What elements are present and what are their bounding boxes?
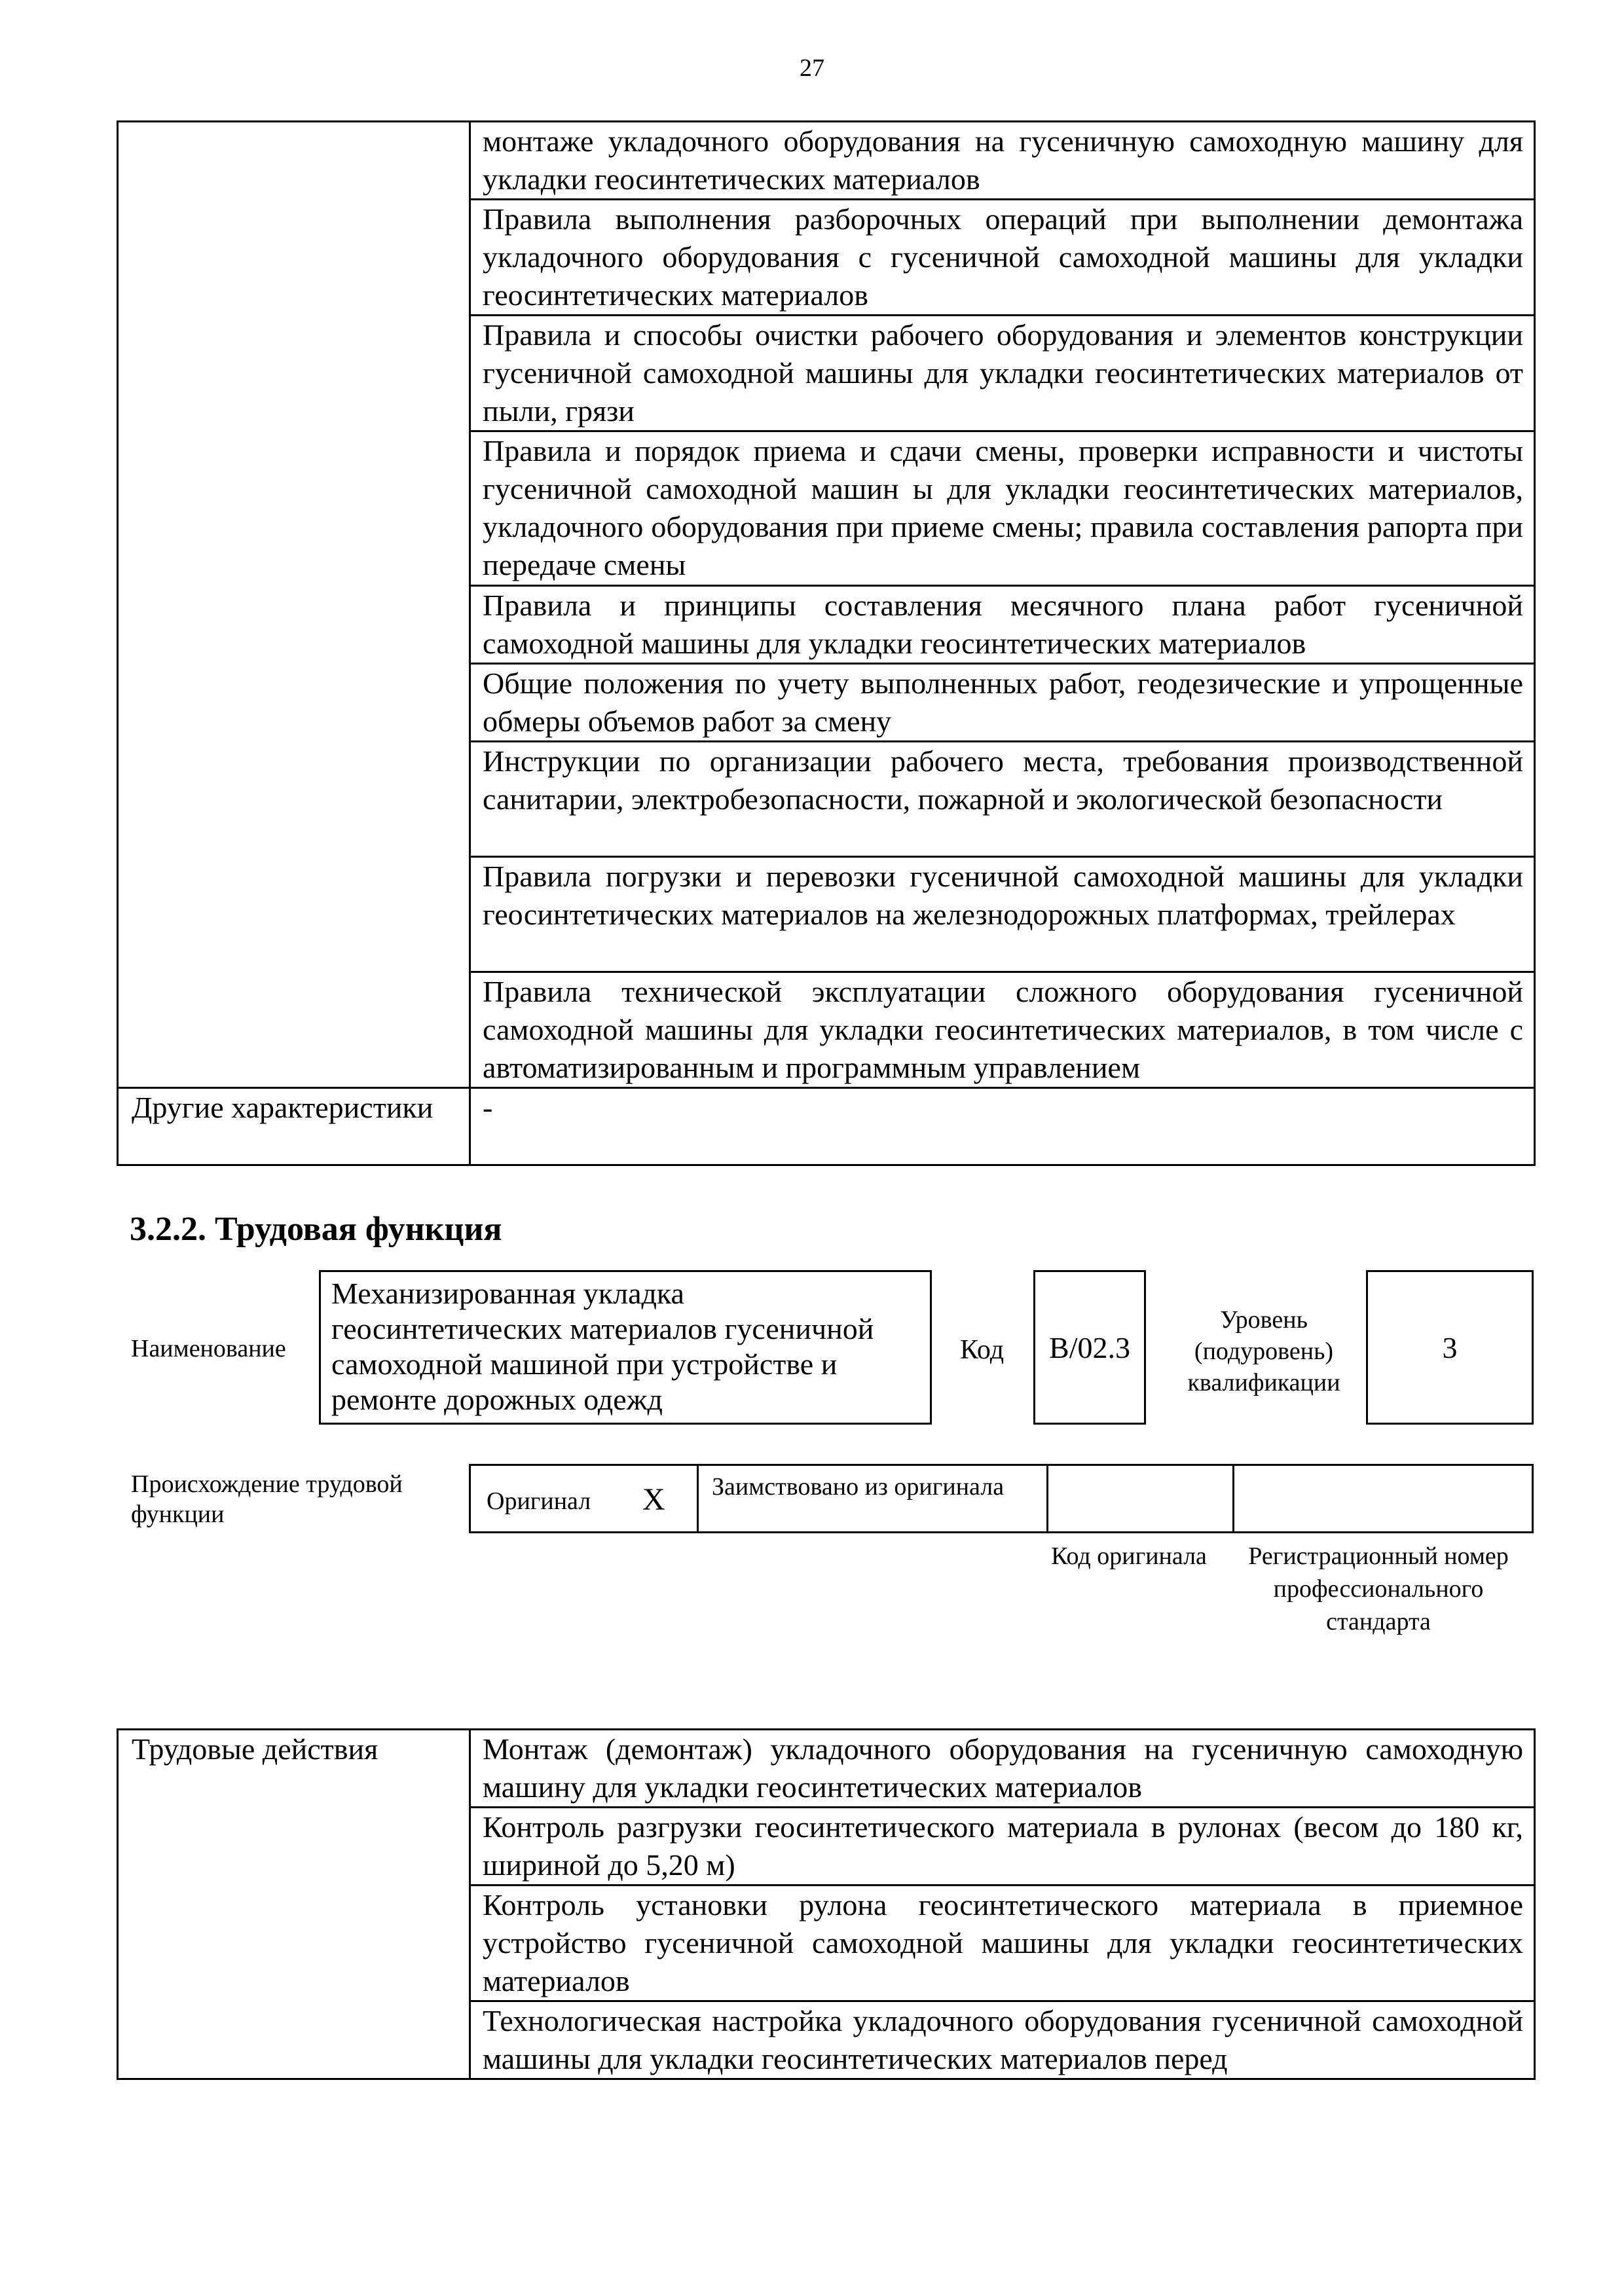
knowledge-row: Инструкции по организации рабочего места, требования производственной санитарии, электробезопасности, пожарной и экологической безопасности: [470, 742, 1535, 857]
original-mark: X: [642, 1482, 665, 1517]
knowledge-row: Правила погрузки и перевозки гусеничной самоходной машины для укладки геосинтетических материалов на железнодорожных платформах, трейлерах: [470, 857, 1535, 972]
knowledge-row: Правила и способы очистки рабочего оборудования и элементов конструкции гусеничной самоходной машины для укладки геосинтетических материалов от пыли, грязи: [470, 316, 1535, 431]
reg-number-caption: Регистрационный номер профессионального стандарта: [1248, 1542, 1509, 1635]
knowledge-row: Общие положения по учету выполненных работ, геодезические и упрощенные обмеры объемов работ за смену: [470, 664, 1535, 742]
labor-action-row: Контроль разгрузки геосинтетического материала в рулонах (весом до 180 кг, шириной до 5,20 м): [470, 1808, 1535, 1886]
original-label: Оригинал: [487, 1487, 591, 1515]
other-characteristics-value: -: [470, 1088, 1535, 1165]
labor-actions-table: [117, 1728, 1536, 2080]
origin-label: Происхождение трудовой функции: [131, 1470, 403, 1528]
borrowed-label: Заимствовано из оригинала: [712, 1473, 1005, 1501]
other-characteristics-label: Другие характеристики: [118, 1088, 470, 1165]
knowledge-table: [117, 120, 1536, 1166]
origin-original-cell: [471, 1466, 699, 1531]
qualification-level-label: Уровень (подуровень) квалификации: [1187, 1306, 1340, 1396]
labor-action-row: Технологическая настройка укладочного оборудования гусеничной самоходной машины для укладки геосинтетических материалов перед: [470, 2001, 1535, 2079]
name-label: Наименование: [131, 1335, 286, 1362]
knowledge-row: Правила технической эксплуатации сложного оборудования гусеничной самоходной машины для укладки геосинтетических материалов, в том числе с автоматизированным и программным управлением: [470, 972, 1535, 1088]
origin-code-caption: Код оригинала: [1051, 1542, 1207, 1570]
labor-action-row: Контроль установки рулона геосинтетического материала в приемное устройство гусеничной самоходной машины для укладки геосинтетических материалов: [470, 1886, 1535, 2001]
origin-borrowed-cell: [699, 1466, 1048, 1531]
knowledge-row: Правила выполнения разборочных операций при выполнении демонтажа укладочного оборудования с гусеничной самоходной машины для укладки геосинтетических материалов: [470, 200, 1535, 316]
qualification-level-box: 3: [1366, 1270, 1534, 1425]
labor-action-row: Монтаж (демонтаж) укладочного оборудования на гусеничную самоходную машину для укладки геосинтетических материалов: [470, 1730, 1535, 1808]
function-name-box: Механизированная укладка геосинтетических материалов гусеничной самоходной машиной при устройстве и ремонте дорожных одежд: [319, 1270, 932, 1425]
knowledge-row: Правила и порядок приема и сдачи смены, проверки исправности и чистоты гусеничной самоходной машин ы для укладки геосинтетических материалов, укладочного оборудования при приеме смены; правила составления рапорта при передаче смены: [470, 431, 1535, 586]
function-code-box: B/02.3: [1033, 1270, 1146, 1425]
knowledge-row: монтаже укладочного оборудования на гусеничную самоходную машину для укладки геосинтетических материалов: [470, 122, 1535, 200]
origin-code-cell: [1048, 1466, 1234, 1531]
origin-reg-number-cell: [1234, 1466, 1532, 1531]
origin-row: [469, 1464, 1534, 1533]
page-number: 27: [800, 54, 824, 82]
knowledge-row: Правила и принципы составления месячного плана работ гусеничной самоходной машины для укладки геосинтетических материалов: [470, 586, 1535, 664]
knowledge-label-cell: [118, 122, 470, 1088]
labor-actions-label: Трудовые действия: [118, 1730, 470, 2079]
code-label: Код: [960, 1335, 1005, 1365]
section-title: 3.2.2. Трудовая функция: [130, 1211, 502, 1248]
